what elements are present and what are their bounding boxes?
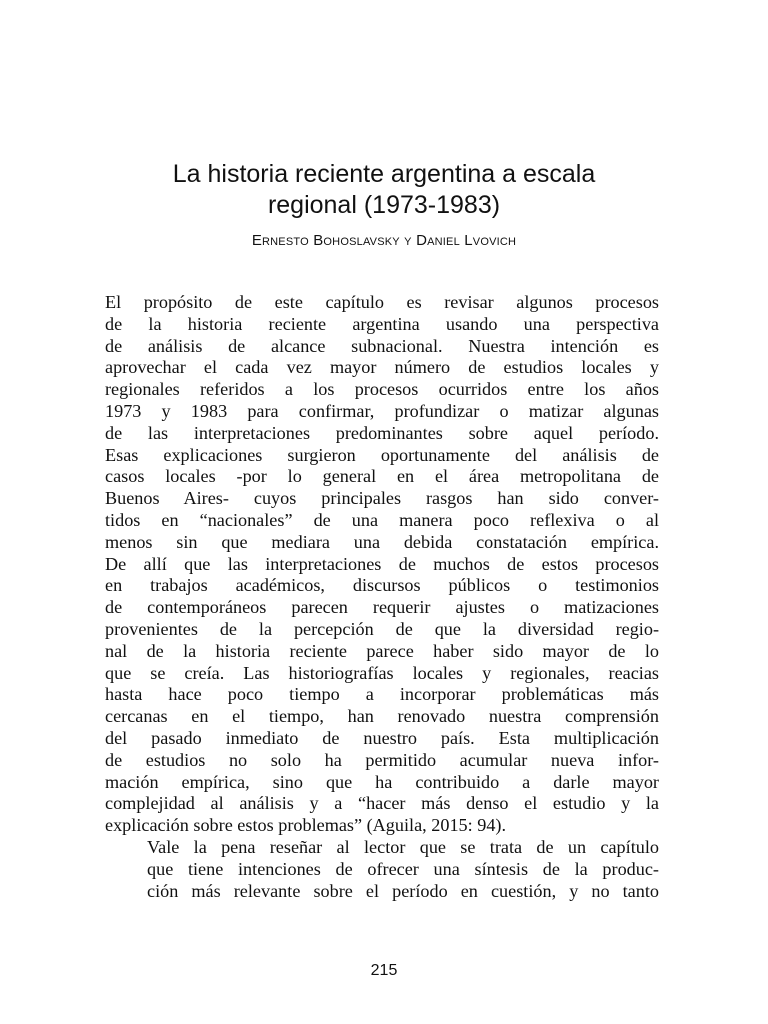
chapter-title-line: regional (1973-1983) xyxy=(267,190,501,219)
text-line: aprovechar el cada vez mayor número de estudios locales y xyxy=(105,357,659,378)
text-line: que tiene intenciones de ofrecer una síntesis de la produc- xyxy=(147,858,659,879)
text-line: cercanas en el tiempo, han renovado nuestra comprensión xyxy=(105,706,659,727)
text-line: de las interpretaciones predominantes sobre aquel período. xyxy=(105,422,659,443)
text-line: De allí que las interpretaciones de muchos de estos procesos xyxy=(105,553,659,574)
text-line: Esas explicaciones surgieron oportunamente del análisis de xyxy=(105,444,659,465)
page-number: 215 xyxy=(370,962,398,979)
text-line: de estudios no solo ha permitido acumular nueva infor- xyxy=(105,749,659,770)
text-line: provenientes de la percepción de que la diversidad regio- xyxy=(105,618,659,639)
paragraph xyxy=(105,837,659,902)
text-line: hasta hace poco tiempo a incorporar problemáticas más xyxy=(105,684,659,705)
text-line: de análisis de alcance subnacional. Nuestra intención es xyxy=(105,335,659,356)
text-line: ción más relevante sobre el período en cuestión, y no tanto xyxy=(147,880,659,901)
text-line: Buenos Aires- cuyos principales rasgos han sido conver- xyxy=(105,488,659,509)
chapter-title xyxy=(90,159,678,221)
text-line: menos sin que mediara una debida constatación empírica. xyxy=(105,531,659,552)
text-line: tidos en “nacionales” de una manera poco reflexiva o al xyxy=(105,509,659,530)
chapter-title-line: La historia reciente argentina a escala xyxy=(172,159,596,188)
text-line: mación empírica, sino que ha contribuido a darle mayor xyxy=(105,771,659,792)
text-line: del pasado inmediato de nuestro país. Esta multiplicación xyxy=(105,727,659,748)
chapter-authors: Ernesto Bohoslavsky y Daniel Lvovich xyxy=(251,232,517,249)
text-line: de la historia reciente argentina usando una perspectiva xyxy=(105,313,659,334)
text-line: de contemporáneos parecen requerir ajustes o matizaciones xyxy=(105,597,659,618)
text-line: complejidad al análisis y a “hacer más denso el estudio y la xyxy=(105,793,659,814)
text-line: regionales referidos a los procesos ocurridos entre los años xyxy=(105,379,659,400)
text-line: Vale la pena reseñar al lector que se trata de un capítulo xyxy=(147,836,659,857)
text-line: nal de la historia reciente parece haber sido mayor de lo xyxy=(105,640,659,661)
text-line: que se creía. Las historiografías locales y regionales, reacias xyxy=(105,662,659,683)
text-line: en trabajos académicos, discursos públicos o testimonios xyxy=(105,575,659,596)
paragraph xyxy=(105,292,659,837)
body-text xyxy=(105,292,659,902)
text-line: 1973 y 1983 para confirmar, profundizar o matizar algunas xyxy=(105,400,659,421)
text-line: El propósito de este capítulo es revisar algunos procesos xyxy=(105,292,659,312)
text-line: casos locales -por lo general en el área metropolitana de xyxy=(105,466,659,487)
text-line: explicación sobre estos problemas” (Aguila, 2015: 94). xyxy=(105,815,507,836)
